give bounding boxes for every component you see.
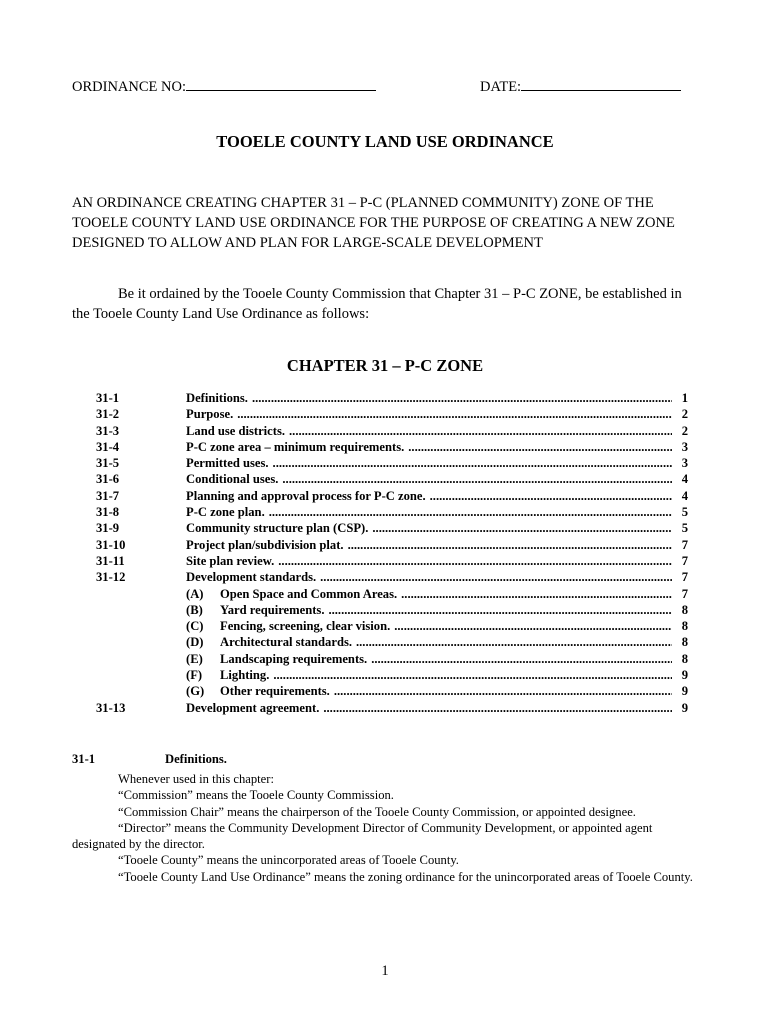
- toc-title: Yard requirements.: [220, 602, 325, 617]
- toc-entry: [186, 439, 688, 455]
- toc-subsection-letter: (A): [186, 586, 204, 601]
- toc-entry: [186, 700, 688, 716]
- toc-subsection-letter: (E): [186, 651, 203, 666]
- toc-row: [96, 667, 688, 683]
- toc-title: P-C zone plan.: [186, 505, 265, 520]
- toc-row: [96, 618, 688, 634]
- toc-page-number: 8: [681, 602, 688, 617]
- toc-row: [96, 455, 688, 471]
- toc-section-number: 31-5: [96, 456, 120, 471]
- date-field: [480, 76, 681, 96]
- toc-leader-dots: [348, 537, 672, 553]
- toc-page-number: 9: [681, 700, 688, 715]
- toc-title: Community structure plan (CSP).: [186, 521, 369, 536]
- toc-leader-dots: [278, 553, 672, 569]
- toc-leader-dots: [372, 520, 672, 536]
- toc-page-number: 3: [681, 456, 688, 471]
- toc-entry: [186, 667, 688, 683]
- toc-leader-dots: [394, 618, 672, 634]
- document-title: TOOELE COUNTY LAND USE ORDINANCE: [216, 132, 554, 151]
- toc-section-number: 31-1: [96, 391, 120, 405]
- toc-row: [96, 439, 688, 455]
- toc-subsection-letter: (D): [186, 635, 204, 650]
- toc-row: [96, 406, 688, 422]
- ordinance-number-field: [72, 76, 376, 96]
- toc-entry: [186, 618, 688, 634]
- definition-line: “Tooele County” means the unincorporated areas of Tooele County.: [118, 853, 459, 868]
- toc-entry: [186, 602, 688, 618]
- toc-section-number: 31-4: [96, 439, 120, 454]
- toc-title: Development agreement.: [186, 700, 320, 715]
- toc-row: [96, 683, 688, 699]
- toc-row: [96, 390, 688, 406]
- page-number: 1: [381, 963, 389, 979]
- toc-leader-dots: [273, 455, 672, 471]
- chapter-title: CHAPTER 31 – P-C ZONE: [286, 356, 484, 375]
- toc-page-number: 4: [681, 472, 688, 487]
- toc-leader-dots: [323, 700, 672, 716]
- toc-title: Project plan/subdivision plat.: [186, 537, 344, 552]
- toc-title: Conditional uses.: [186, 472, 279, 487]
- toc-leader-dots: [356, 634, 672, 650]
- toc-page-number: 7: [681, 537, 688, 552]
- toc-section-number: 31-2: [96, 407, 120, 422]
- toc-title: Open Space and Common Areas.: [220, 586, 398, 601]
- toc-entry: [186, 553, 688, 569]
- toc-page-number: 1: [681, 391, 688, 405]
- toc-page-number: 8: [681, 651, 688, 666]
- toc-section-number: 31-12: [96, 570, 126, 585]
- toc-row: [96, 471, 688, 487]
- toc-section-number: 31-6: [96, 472, 120, 487]
- toc-title: Permitted uses.: [186, 456, 269, 471]
- toc-entry: [186, 651, 688, 667]
- toc-section-number: 31-7: [96, 488, 120, 503]
- toc-entry: [186, 423, 688, 439]
- toc-entry: [186, 634, 688, 650]
- toc-row: [96, 488, 688, 504]
- definition-line: “Director” means the Community Development Director of Community Development, or appointed agent designated by the director.: [72, 820, 653, 852]
- section-number: 31-1: [72, 752, 96, 766]
- toc-entry: [186, 471, 688, 487]
- toc-row: [96, 553, 688, 569]
- definition-line: “Commission Chair” means the chairperson of the Tooele County Commission, or appointed designee.: [118, 804, 636, 819]
- toc-title: Landscaping requirements.: [220, 651, 368, 666]
- toc-section-number: 31-9: [96, 521, 120, 536]
- toc-entry: [186, 569, 688, 585]
- definition-line: “Commission” means the Tooele County Commission.: [118, 788, 394, 803]
- toc-leader-dots: [401, 586, 672, 602]
- toc-page-number: 2: [681, 423, 688, 438]
- toc-page-number: 7: [681, 553, 688, 568]
- toc-row: [96, 569, 688, 585]
- section-title: Definitions.: [165, 752, 227, 766]
- toc-leader-dots: [282, 471, 672, 487]
- document-header: [72, 76, 692, 96]
- toc-title: Development standards.: [186, 570, 317, 585]
- toc-leader-dots: [269, 504, 672, 520]
- toc-leader-dots: [320, 569, 672, 585]
- toc-subsection-letter: (G): [186, 684, 205, 699]
- ordained-paragraph: Be it ordained by the Tooele County Commission that Chapter 31 – P-C ZONE, be established in the Tooele County Land Use Ordinance as follows:: [72, 286, 682, 322]
- toc-title: Planning and approval process for P-C zone.: [186, 488, 426, 503]
- toc-section-number: 31-8: [96, 505, 120, 520]
- toc-title: Fencing, screening, clear vision.: [220, 619, 391, 634]
- toc-title: Land use districts.: [186, 423, 286, 438]
- toc-row: [96, 651, 688, 667]
- toc-title: Purpose.: [186, 407, 234, 422]
- toc-title: Lighting.: [220, 668, 270, 683]
- toc-leader-dots: [273, 667, 672, 683]
- toc-row: [96, 520, 688, 536]
- toc-entry: [186, 520, 688, 536]
- toc-row: [96, 634, 688, 650]
- toc-page-number: 9: [681, 668, 688, 683]
- toc-entry: [186, 406, 688, 422]
- toc-title: P-C zone area – minimum requirements.: [186, 439, 405, 454]
- toc-leader-dots: [408, 439, 672, 455]
- toc-entry: [186, 488, 688, 504]
- toc-leader-dots: [430, 488, 672, 504]
- toc-entry: [186, 455, 688, 471]
- definition-line: Whenever used in this chapter:: [118, 772, 274, 786]
- toc-leader-dots: [289, 423, 672, 439]
- toc-section-number: 31-13: [96, 700, 126, 715]
- toc-entry: [186, 683, 688, 699]
- toc-page-number: 7: [681, 586, 688, 601]
- toc-section-number: 31-10: [96, 537, 126, 552]
- toc-subsection-letter: (F): [186, 668, 203, 683]
- ordinance-intro: AN ORDINANCE CREATING CHAPTER 31 – P-C (PLANNED COMMUNITY) ZONE OF THE TOOELE COUNTY LAND USE ORDINANCE FOR THE PURPOSE OF CREATING A NEW ZONE DESIGNED TO ALLOW AND PLAN FOR LARGE-SCALE DEVELOPMENT: [72, 195, 675, 251]
- definitions-body: [72, 771, 702, 885]
- toc-entry: [186, 586, 688, 602]
- toc-subsection-letter: (C): [186, 619, 204, 634]
- table-of-contents: [96, 390, 688, 716]
- toc-leader-dots: [328, 602, 672, 618]
- toc-page-number: 3: [681, 439, 688, 454]
- date-label: DATE:: [480, 79, 522, 95]
- toc-title: Other requirements.: [220, 684, 330, 699]
- toc-section-number: 31-11: [96, 553, 125, 568]
- toc-title: Definitions.: [186, 391, 248, 405]
- toc-page-number: 5: [681, 505, 688, 520]
- toc-row: [96, 537, 688, 553]
- toc-entry: [186, 390, 688, 406]
- definition-line: “Tooele County Land Use Ordinance” means the zoning ordinance for the unincorporated areas of Tooele County.: [118, 869, 693, 884]
- toc-page-number: 8: [681, 635, 688, 650]
- toc-title: Site plan review.: [186, 553, 275, 568]
- toc-title: Architectural standards.: [220, 635, 352, 650]
- ordinance-number-blank: [186, 76, 376, 91]
- toc-leader-dots: [252, 390, 672, 406]
- toc-row: [96, 586, 688, 602]
- date-blank: [521, 76, 681, 91]
- toc-entry: [186, 504, 688, 520]
- toc-row: [96, 423, 688, 439]
- toc-leader-dots: [334, 683, 672, 699]
- toc-leader-dots: [237, 406, 672, 422]
- toc-entry: [186, 537, 688, 553]
- toc-row: [96, 602, 688, 618]
- toc-page-number: 2: [681, 407, 688, 422]
- toc-row: [96, 700, 688, 716]
- toc-leader-dots: [371, 651, 672, 667]
- ordinance-number-label: ORDINANCE NO:: [72, 79, 186, 95]
- toc-page-number: 8: [681, 619, 688, 634]
- toc-subsection-letter: (B): [186, 602, 203, 617]
- toc-page-number: 5: [681, 521, 688, 536]
- toc-row: [96, 504, 688, 520]
- toc-page-number: 4: [681, 488, 688, 503]
- toc-page-number: 9: [681, 684, 688, 699]
- toc-section-number: 31-3: [96, 423, 120, 438]
- toc-page-number: 7: [681, 570, 688, 585]
